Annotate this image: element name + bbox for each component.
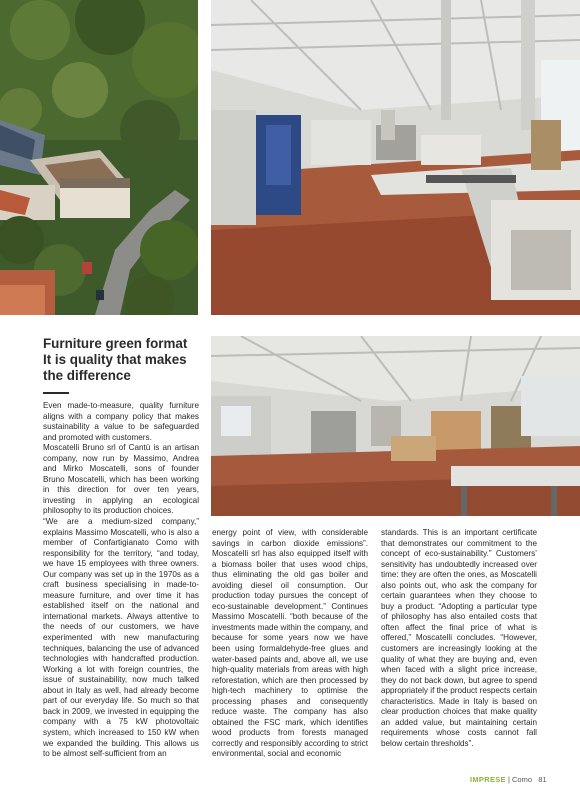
- footer-separator: |: [507, 775, 510, 784]
- article-headline: [43, 336, 203, 384]
- article-column-1: [43, 401, 199, 760]
- article-column-3: [381, 528, 537, 749]
- paragraph: energy point of view, with considerable savings in carbon dioxide emissions”. Moscatelli srl has also equipped itself with a biomass boiler that uses wood chips, thus eliminating the old gas boiler and avoiding diesel oil consumption. Our production today pursues the concept of eco-sustainable development.” Continues Massimo Moscatelli. “both because of the investments made within the company, and because for some years now we have been using formaldehyde-free glues and water-based paints and, above all, we use high-quality materials from areas with high reforestation, which are then processed by high-tech machinery to optimise the processing phases and consequently reduce waste. The company has also obtained the FSC mark, which identifies wood products from forests managed correctly and responsibly according to strict environmental, social and economic: [212, 528, 368, 759]
- page-number: 81: [538, 775, 547, 784]
- article-column-2: [212, 528, 368, 760]
- page-footer: [470, 775, 547, 784]
- workshop-photo-top: [211, 0, 580, 315]
- aerial-photo: [0, 0, 198, 315]
- footer-section: IMPRESE: [470, 775, 506, 784]
- paragraph: standards. This is an important certificate that demonstrates our commitment to the concept of eco-sustainability.” Customers’ sensitivity has undoubtedly increased over time: they are often the ones, as Moscatelli also points out, who ask the company for certain guarantees when they choose to buy a product. “Adopting a particular type of philosophy has also entailed costs that often affect the final price of what is offered,” Moscatelli concludes. “However, customers are increasingly looking at the quality of what they are buying and, even when faced with a slight price increase, they do not back down, but agree to spend appropriately if the product respects certain characteristics. Made in Italy is based on clear production choices that make quality an added value, but maintaining certain requirements whose costs cannot fall below certain thresholds”.: [381, 528, 537, 748]
- paragraph: Even made-to-measure, quality furniture aligns with a company policy that makes sustainability a value to be safeguarded and promoted with customers.: [43, 401, 199, 442]
- footer-city: Como: [512, 775, 533, 784]
- headline-divider: [43, 392, 69, 394]
- headline-line: the difference: [43, 368, 131, 383]
- headline-line: Furniture green format: [43, 336, 188, 351]
- headline-line: It is quality that makes: [43, 352, 187, 367]
- paragraph: “We are a medium-sized company,” explains Massimo Moscatelli, who is also a member of Confartigianato Como with responsibility for the territory, “and today, we have 15 employees with three owners. Our company was set up in the 1970s as a craft business specialising in made-to-measure furniture, and over time it has established itself on the national and international markets. Always attentive to the needs of our customers, we have experimented with new manufacturing techniques, balancing the use of advanced technologies with handcrafted production. Working a lot with foreign countries, the issue of sustainability, now much talked about in Italy as well, had already become part of our everyday life. So much so that back in 2009, we invested in equipping the company with a 75 kW photovoltaic system, which increased to 150 kW when we expanded the building. This allows us to be almost self-sufficient from an: [43, 517, 199, 759]
- workshop-photo-middle: [211, 336, 580, 516]
- paragraph: Moscatelli Bruno srl of Cantù is an artisan company, now run by Massimo, Andrea and Mirko Moscatelli, sons of founder Bruno Moscatelli, which has been working in this direction for over ten years, investing in applying an ecological philosophy to its production choices.: [43, 443, 199, 516]
